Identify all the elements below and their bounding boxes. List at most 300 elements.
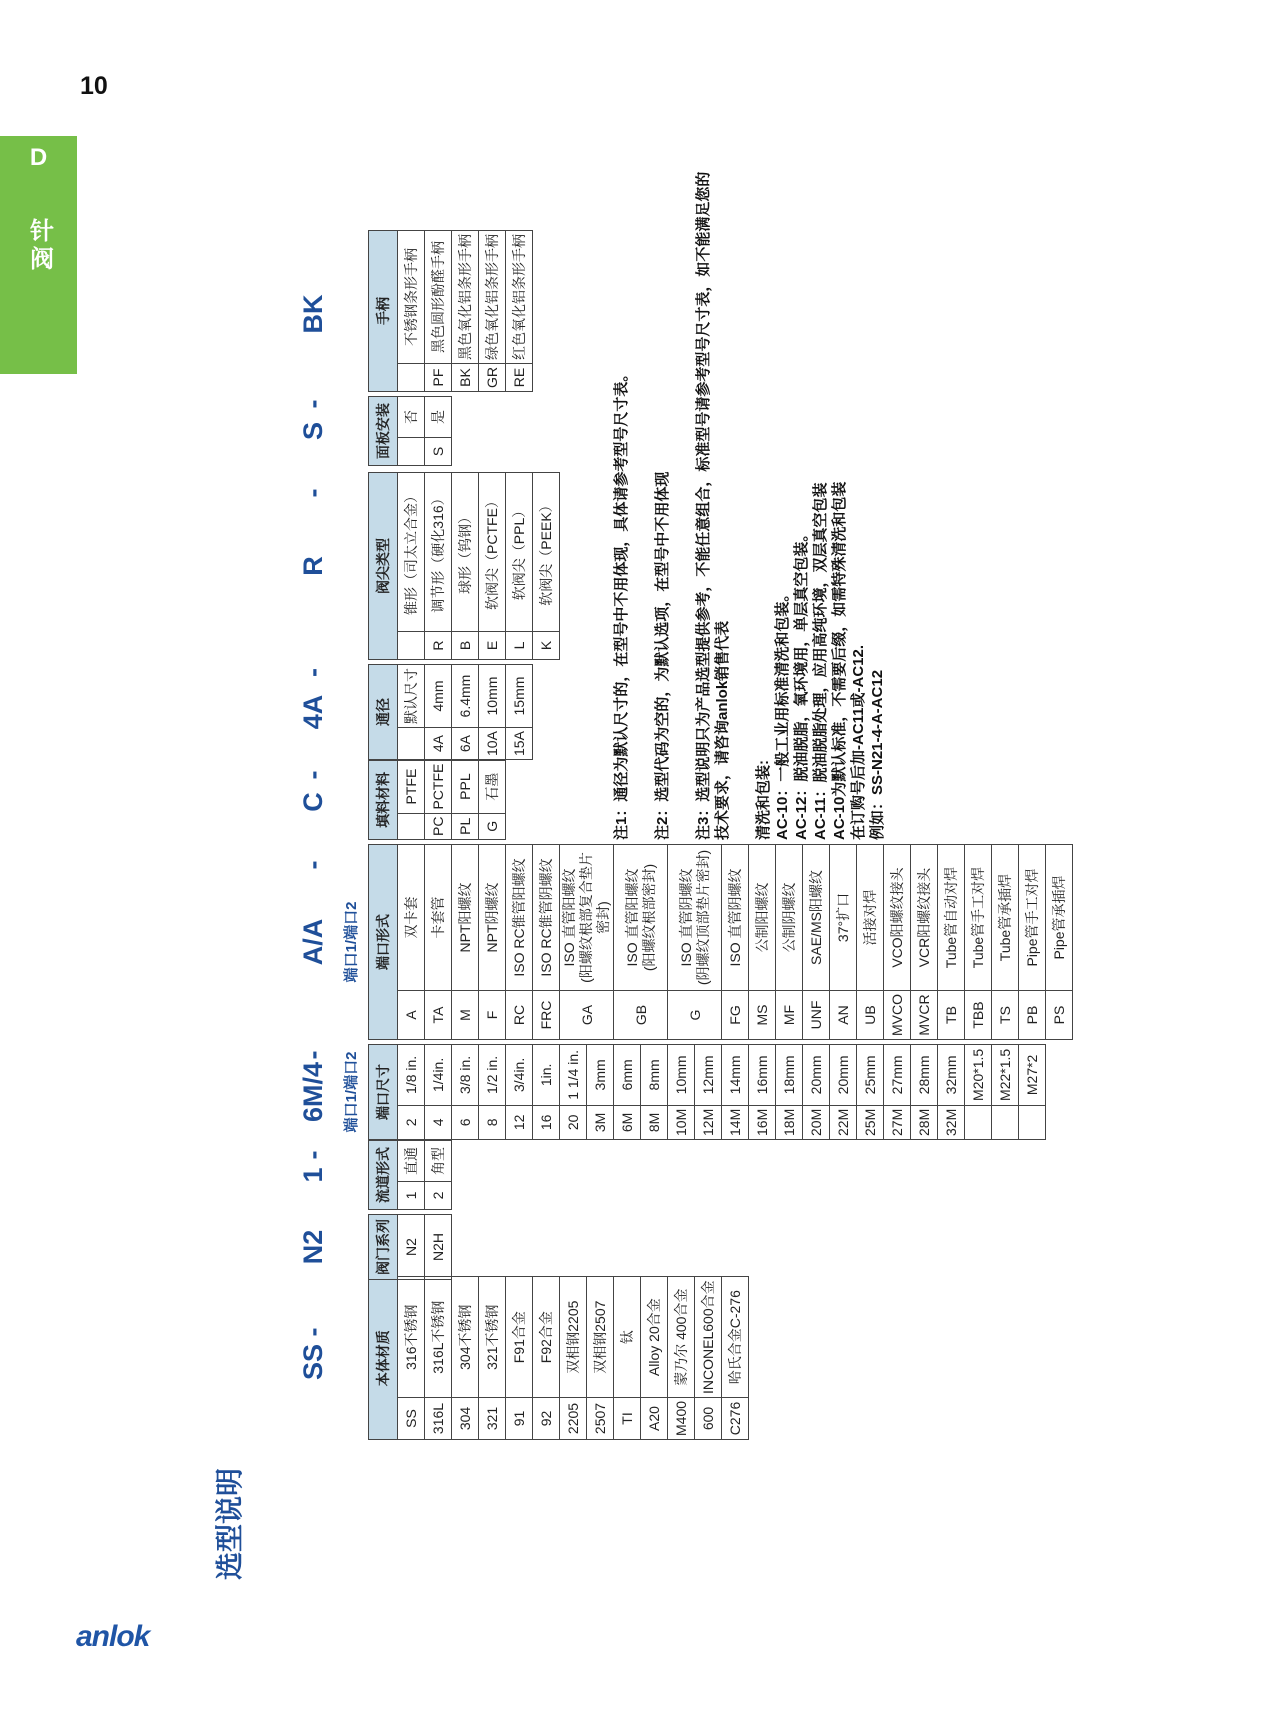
table-row	[911, 845, 938, 1040]
option-code: 10A	[479, 728, 506, 760]
option-code: 12M	[695, 1105, 722, 1139]
option-code: 3M	[587, 1105, 614, 1139]
page-number: 10	[80, 72, 108, 100]
option-code: RC	[506, 991, 533, 1040]
table-row	[479, 1045, 506, 1140]
option-value: 是	[425, 397, 452, 438]
table-row	[425, 397, 452, 466]
option-code: S	[425, 438, 452, 466]
table-row	[614, 845, 668, 1040]
brand-logo: anlok	[76, 1620, 150, 1653]
option-value: ISO 直管阳螺纹 (阳螺纹根部复合垫片密封)	[560, 845, 614, 991]
table-row	[452, 1277, 479, 1440]
table-header: 面板安装	[369, 397, 398, 466]
table-row	[884, 1045, 911, 1140]
table-row	[506, 1045, 533, 1140]
option-code: 6M	[614, 1105, 641, 1139]
option-value: 1/4in.	[425, 1045, 452, 1106]
option-code: A20	[641, 1397, 668, 1439]
table-row	[695, 1277, 722, 1440]
table-row	[506, 231, 533, 392]
option-value: F91合金	[506, 1277, 533, 1398]
option-value: 软阀尖（PCTFE）	[479, 473, 506, 632]
option-code: 16M	[749, 1105, 776, 1139]
option-value: VCR阳螺纹接头	[911, 845, 938, 991]
option-code: L	[506, 632, 533, 660]
option-value: 8mm	[641, 1045, 668, 1106]
note-paragraph: 注1：通径为默认尺寸的，在型号中不用体现，具体请参考型号尺寸表。	[613, 366, 630, 840]
option-value: 4mm	[425, 665, 452, 728]
option-code: 4	[425, 1105, 452, 1139]
option-value: N2	[398, 1215, 425, 1280]
option-value: 14mm	[722, 1045, 749, 1106]
port-type-table	[368, 844, 1073, 1040]
option-code: UNF	[803, 991, 830, 1040]
option-code: TI	[614, 1397, 641, 1439]
table-row	[587, 1045, 614, 1140]
option-value: 软阀尖（PPL）	[506, 473, 533, 632]
code-segment: BK	[298, 294, 328, 334]
option-code: 20	[560, 1105, 587, 1139]
code-segment: N2	[298, 1229, 328, 1265]
table-row	[803, 845, 830, 1040]
table-row	[803, 1045, 830, 1140]
table-row	[560, 1277, 587, 1440]
table-row	[452, 1045, 479, 1140]
option-code: B	[452, 632, 479, 660]
table-row	[641, 1045, 668, 1140]
option-value: 15mm	[506, 665, 533, 728]
table-row	[776, 1045, 803, 1140]
option-code: 22M	[830, 1105, 857, 1139]
notes-section	[612, 160, 909, 840]
option-value: 石墨	[479, 760, 506, 813]
table-row	[425, 760, 452, 839]
table-row	[425, 231, 452, 392]
option-value: ISO RC锥管阴螺纹	[533, 845, 560, 991]
table-row	[749, 1045, 776, 1140]
option-code: PC	[425, 813, 452, 839]
option-code: MVCR	[911, 991, 938, 1040]
table-row	[452, 473, 479, 660]
option-value: 32mm	[938, 1045, 965, 1106]
table-row	[614, 1277, 641, 1440]
option-value: 球形（钨钢）	[452, 473, 479, 632]
option-code: PF	[425, 364, 452, 392]
option-value: 双相钢2205	[560, 1277, 587, 1398]
option-value: 默认尺寸	[398, 665, 425, 728]
option-code: 18M	[776, 1105, 803, 1139]
table-row	[398, 1277, 425, 1440]
table-row	[641, 1277, 668, 1440]
option-code: PB	[1019, 991, 1046, 1040]
orifice-table	[368, 664, 533, 760]
table-row	[992, 845, 1019, 1040]
table-row	[398, 760, 425, 839]
option-value: M27*2	[1019, 1045, 1046, 1106]
option-value: 活接对焊	[857, 845, 884, 991]
option-code: 6	[452, 1105, 479, 1139]
option-code: RE	[506, 364, 533, 392]
table-row	[1046, 845, 1073, 1040]
table-row	[1019, 1045, 1046, 1140]
table-row	[560, 1045, 587, 1140]
option-code: 2	[425, 1182, 452, 1210]
option-code	[398, 728, 425, 760]
option-code	[1019, 1105, 1046, 1139]
option-code: 1	[398, 1182, 425, 1210]
option-code: MF	[776, 991, 803, 1040]
option-value: 321不锈钢	[479, 1277, 506, 1398]
option-value: 钛	[614, 1277, 641, 1398]
table-row	[452, 231, 479, 392]
option-value: Pipe管承插焊	[1046, 845, 1073, 991]
code-segment: -	[298, 1150, 328, 1160]
table-row	[398, 397, 425, 466]
option-code: R	[425, 632, 452, 660]
option-value: 28mm	[911, 1045, 938, 1106]
option-code: F	[479, 991, 506, 1040]
code-segment: -	[298, 1050, 328, 1060]
option-code: MVCO	[884, 991, 911, 1040]
option-code	[398, 438, 425, 466]
option-code: PL	[452, 813, 479, 839]
table-row	[425, 665, 452, 760]
option-value: 哈氏合金C-276	[722, 1277, 749, 1398]
option-code: TS	[992, 991, 1019, 1040]
table-row	[452, 665, 479, 760]
option-value: 双卡套	[398, 845, 425, 991]
table-row	[533, 1277, 560, 1440]
option-code	[965, 1105, 992, 1139]
option-code	[398, 364, 425, 392]
option-value: PPL	[452, 760, 479, 813]
option-code: 14M	[722, 1105, 749, 1139]
handle-table	[368, 230, 533, 392]
option-code: M400	[668, 1397, 695, 1439]
code-segment: A/A	[298, 918, 328, 966]
table-row	[857, 1045, 884, 1140]
option-value: ISO 直管阴螺纹	[722, 845, 749, 991]
table-row	[398, 845, 425, 1040]
code-segment-sublabel: 端口1/端口2	[343, 1051, 360, 1133]
option-code: 600	[695, 1397, 722, 1439]
table-row	[506, 1277, 533, 1440]
option-code: C276	[722, 1397, 749, 1439]
option-value: 18mm	[776, 1045, 803, 1106]
table-row	[506, 665, 533, 760]
table-header: 通径	[369, 665, 398, 760]
table-row	[479, 1277, 506, 1440]
option-value: 公制阳螺纹	[749, 845, 776, 991]
option-value: 角型	[425, 1141, 452, 1182]
table-row	[506, 845, 533, 1040]
option-code: G	[668, 991, 722, 1040]
note-paragraph: 注2：选型代码为空的，为默认选项，在型号中不用体现	[654, 471, 671, 840]
option-value: 1 1/4 in.	[560, 1045, 587, 1106]
option-value: 1in.	[533, 1045, 560, 1106]
option-value: 10mm	[668, 1045, 695, 1106]
table-row	[398, 473, 425, 660]
table-row	[398, 1141, 425, 1210]
option-value: 316L不锈钢	[425, 1277, 452, 1398]
option-value: ISO RC锥管阳螺纹	[506, 845, 533, 991]
option-code: 92	[533, 1397, 560, 1439]
flow-type-table	[368, 1140, 452, 1210]
option-value: Tube管自动对焊	[938, 845, 965, 991]
option-value: 16mm	[749, 1045, 776, 1106]
table-header: 手柄	[369, 231, 398, 392]
option-code: MS	[749, 991, 776, 1040]
option-code: 2507	[587, 1397, 614, 1439]
table-row	[830, 1045, 857, 1140]
chapter-letter: D	[29, 144, 48, 171]
option-value: 不锈钢条形手柄	[398, 231, 425, 364]
code-segment: 6M/4	[298, 1061, 328, 1123]
option-value: 卡套管	[425, 845, 452, 991]
table-header: 阀门系列	[369, 1215, 398, 1280]
table-row	[992, 1045, 1019, 1140]
option-code: 27M	[884, 1105, 911, 1139]
option-value: 20mm	[803, 1045, 830, 1106]
table-row	[506, 473, 533, 660]
option-value: 20mm	[830, 1045, 857, 1106]
option-value: N2H	[425, 1215, 452, 1280]
table-row	[668, 845, 722, 1040]
option-value: 调节形（硬化316）	[425, 473, 452, 632]
table-header: 本体材质	[369, 1277, 398, 1440]
table-row	[614, 1045, 641, 1140]
option-value: 10mm	[479, 665, 506, 728]
table-row	[965, 1045, 992, 1140]
packing-material-table	[368, 760, 506, 840]
option-value: 25mm	[857, 1045, 884, 1106]
valve-series-table	[368, 1214, 452, 1280]
option-code: TBB	[965, 991, 992, 1040]
option-value: PTFE	[398, 760, 425, 813]
option-value: 公制阴螺纹	[776, 845, 803, 991]
panel-mount-table	[368, 396, 452, 466]
table-row	[938, 845, 965, 1040]
option-value: 6mm	[614, 1045, 641, 1106]
option-code: 10M	[668, 1105, 695, 1139]
table-row	[479, 665, 506, 760]
option-value: 锥形（司太立合金）	[398, 473, 425, 632]
option-code: G	[479, 813, 506, 839]
option-value: Pipe管手工对焊	[1019, 845, 1046, 991]
option-code: 2	[398, 1105, 425, 1139]
code-segment: -	[298, 770, 328, 780]
code-segment: -	[298, 668, 328, 677]
option-code: 8	[479, 1105, 506, 1139]
option-code: 91	[506, 1397, 533, 1439]
option-code	[398, 632, 425, 660]
option-code: 28M	[911, 1105, 938, 1139]
table-row	[425, 1215, 452, 1280]
option-value: 软阀尖（PEEK）	[533, 473, 560, 632]
option-value: 直通	[398, 1141, 425, 1182]
option-value: Tube管手工对焊	[965, 845, 992, 991]
option-value: VCO阳螺纹接头	[884, 845, 911, 991]
option-code: TA	[425, 991, 452, 1040]
option-value: 1/2 in.	[479, 1045, 506, 1106]
code-segment: -	[298, 399, 328, 409]
code-segment: 4A	[298, 694, 328, 730]
option-value: 黑色氧化铝条形手柄	[452, 231, 479, 364]
option-code: GA	[560, 991, 614, 1040]
table-row	[749, 845, 776, 1040]
option-code	[992, 1105, 1019, 1139]
option-code: FG	[722, 991, 749, 1040]
option-value: 316不锈钢	[398, 1277, 425, 1398]
option-code: 2205	[560, 1397, 587, 1439]
table-row	[479, 760, 506, 839]
option-value: 3/4in.	[506, 1045, 533, 1106]
table-row	[479, 231, 506, 392]
table-row	[695, 1045, 722, 1140]
option-value: 双相钢2507	[587, 1277, 614, 1398]
option-value: 绿色氧化铝条形手柄	[479, 231, 506, 364]
table-row	[425, 1277, 452, 1440]
table-row	[668, 1045, 695, 1140]
table-row	[533, 1045, 560, 1140]
option-code: 15A	[506, 728, 533, 760]
option-code: 32M	[938, 1105, 965, 1139]
table-row	[830, 845, 857, 1040]
stem-tip-table	[368, 472, 560, 660]
code-segment-sublabel: 端口1/端口2	[343, 901, 360, 983]
table-row	[884, 845, 911, 1040]
table-row	[398, 1045, 425, 1140]
option-code: A	[398, 991, 425, 1040]
table-row	[965, 845, 992, 1040]
body-material-table	[368, 1276, 749, 1440]
option-code: 321	[479, 1397, 506, 1439]
table-header: 端口形式	[369, 845, 398, 1040]
table-row	[425, 473, 452, 660]
table-row	[776, 845, 803, 1040]
table-row	[452, 760, 479, 839]
option-value: PCTFE	[425, 760, 452, 813]
option-value: INCONEL600合金	[695, 1277, 722, 1398]
option-value: 否	[398, 397, 425, 438]
table-row	[722, 1277, 749, 1440]
table-row	[857, 845, 884, 1040]
table-header: 阀尖类型	[369, 473, 398, 660]
option-value: 红色氧化铝条形手柄	[506, 231, 533, 364]
option-value: 27mm	[884, 1045, 911, 1106]
option-code	[398, 813, 425, 839]
option-value: 6.4mm	[452, 665, 479, 728]
table-row	[452, 845, 479, 1040]
option-value: ISO 直管阴螺纹 (阴螺纹顶部垫片密封)	[668, 845, 722, 991]
table-row	[722, 845, 749, 1040]
option-code: 12	[506, 1105, 533, 1139]
option-code: 20M	[803, 1105, 830, 1139]
option-code: BK	[452, 364, 479, 392]
option-code: M	[452, 991, 479, 1040]
option-code: 4A	[425, 728, 452, 760]
section-title: 选型说明	[214, 1467, 245, 1580]
table-row	[938, 1045, 965, 1140]
code-segment: SS	[298, 1343, 328, 1381]
option-code: 25M	[857, 1105, 884, 1139]
code-segment: -	[298, 860, 328, 870]
table-row	[533, 473, 560, 660]
table-row	[398, 231, 425, 392]
table-row	[668, 1277, 695, 1440]
table-row	[479, 473, 506, 660]
table-row	[722, 1045, 749, 1140]
option-value: Alloy 20合金	[641, 1277, 668, 1398]
option-code: 8M	[641, 1105, 668, 1139]
code-segment: C	[298, 792, 328, 812]
rotated-selection-guide	[200, 170, 1080, 1590]
option-value: ISO 直管阳螺纹 (阳螺纹根部密封)	[614, 845, 668, 991]
table-row	[398, 1215, 425, 1280]
note-paragraph: 注3：选型说明只为产品选型提供参考，不能任意组合，标准型号请参考型号尺寸表，如不能满足您的技术要求，请咨询anlok销售代表	[695, 171, 731, 840]
option-code: GB	[614, 991, 668, 1040]
option-code: 16	[533, 1105, 560, 1139]
option-value: 3/8 in.	[452, 1045, 479, 1106]
code-segment: 1	[298, 1167, 328, 1183]
option-code: K	[533, 632, 560, 660]
option-value: NPT阴螺纹	[479, 845, 506, 991]
option-value: SAE/MS阳螺纹	[803, 845, 830, 991]
option-value: Tube管承插焊	[992, 845, 1019, 991]
port-size-table	[368, 1044, 1046, 1140]
option-code: FRC	[533, 991, 560, 1040]
option-code: AN	[830, 991, 857, 1040]
table-row	[560, 845, 614, 1040]
code-segment: -	[298, 488, 328, 498]
option-value: NPT阳螺纹	[452, 845, 479, 991]
code-segment: R	[298, 556, 328, 576]
option-value: M20*1.5	[965, 1045, 992, 1106]
note-paragraph: 清洗和包装: AC-10：一般工业用标准清洗和包装。 AC-12：脱油脱脂，氧环境用，单层真空包装。 AC-11：脱油脱脂处理，应用高纯环境，双层真空包装 AC-10为默认标准，不需要后缀，如需特殊清洗和包装 在订购号后加-AC11或-AC12. 例如：SS-N21-4-A-AC12	[755, 481, 886, 840]
option-code: TB	[938, 991, 965, 1040]
option-value: 黑色圆形酚醛手柄	[425, 231, 452, 364]
table-row	[911, 1045, 938, 1140]
code-segment: S	[298, 422, 328, 441]
option-value: M22*1.5	[992, 1045, 1019, 1106]
option-code: UB	[857, 991, 884, 1040]
option-value: 1/8 in.	[398, 1045, 425, 1106]
table-row	[425, 1141, 452, 1210]
code-segment: -	[298, 1327, 328, 1337]
table-header: 填料材料	[369, 760, 398, 839]
option-value: 12mm	[695, 1045, 722, 1106]
table-row	[479, 845, 506, 1040]
option-code: 304	[452, 1397, 479, 1439]
option-code: E	[479, 632, 506, 660]
table-row	[587, 1277, 614, 1440]
table-header: 流道形式	[369, 1141, 398, 1210]
table-row	[533, 845, 560, 1040]
table-row	[425, 1045, 452, 1140]
option-code: 6A	[452, 728, 479, 760]
table-row	[398, 665, 425, 760]
option-code: 316L	[425, 1397, 452, 1439]
option-value: 蒙乃尔 400合金	[668, 1277, 695, 1398]
option-value: 304不锈钢	[452, 1277, 479, 1398]
option-value: 3mm	[587, 1045, 614, 1106]
table-header: 端口尺寸	[369, 1045, 398, 1140]
table-row	[425, 845, 452, 1040]
chapter-label: 针阀	[30, 218, 54, 273]
option-code: GR	[479, 364, 506, 392]
option-code: PS	[1046, 991, 1073, 1040]
